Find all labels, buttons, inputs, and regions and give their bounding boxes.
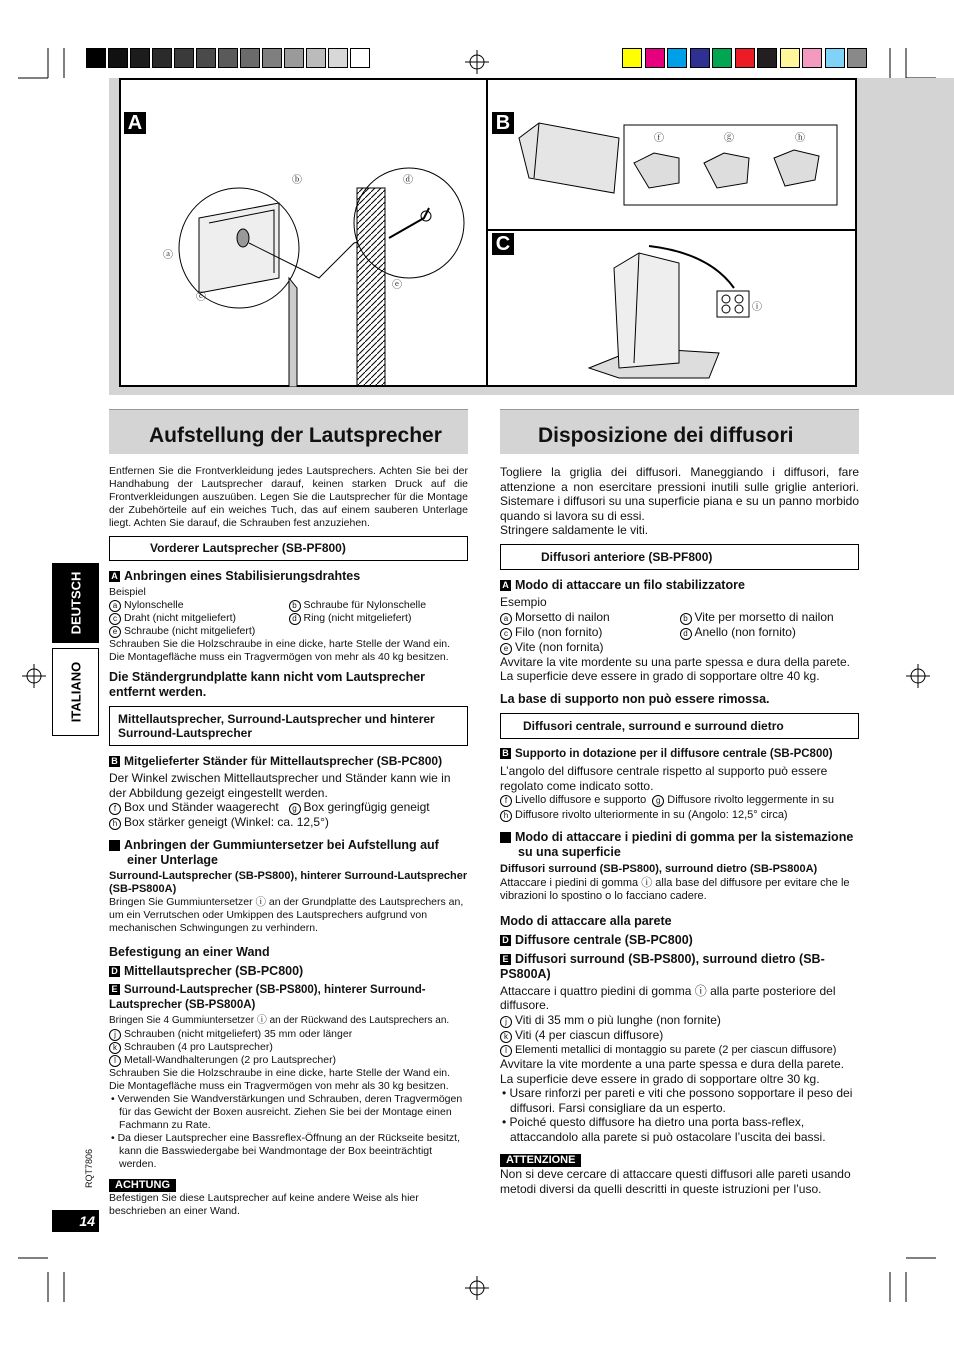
de-c-sub: Surround-Lautsprecher (SB-PS800), hinterer Surround-Lautsprecher (SB-PS800A) — [109, 870, 468, 895]
it-bullet-2: • Poiché questo diffusore ha dietro una porta bass-reflex, attaccandolo alla parete si può ostacolare l’uscita dei bassi. — [502, 1115, 826, 1144]
color-swatch — [712, 48, 732, 68]
de-beispiel: Beispiel — [109, 586, 146, 598]
de-page-title: Aufstellung der Lautsprecher — [149, 424, 442, 447]
de-option-g: g Box geringfügig geneigt — [289, 800, 469, 815]
de-b-text: Der Winkel zwischen Mittellautsprecher und Ständer kann wie in der Abbildung gezeigt eingestellt werden. — [109, 771, 451, 800]
de-title-bar — [109, 409, 468, 454]
it-bullet-1: • Usare rinforzi per pareti e viti che possono sopportare il peso dei diffusori. Farsi consigliare da un esperto. — [502, 1086, 853, 1115]
figure-illustration — [119, 78, 857, 387]
color-swatch — [780, 48, 800, 68]
callout-b-fig: ⓑ — [292, 175, 302, 186]
it-intro: Togliere la griglia dei diffusori. Maneggiando i diffusori, fare attenzione a non esercitare pressioni inutili sulle griglie anteriori. Sistemare i diffusori su una superficie piana e su un panno morbido quando si lavora su di essi. — [500, 465, 859, 523]
gray-swatch — [284, 48, 304, 68]
panel-label-c: C — [492, 233, 514, 255]
de-heading-e: E Surround-Lautsprecher (SB-PS800), hinterer Surround-Lautsprecher (SB-PS800A) — [109, 984, 426, 1011]
gray-swatch — [350, 48, 370, 68]
de-heading-d: D Mittellautsprecher (SB-PC800) — [109, 964, 468, 979]
color-swatch — [735, 48, 755, 68]
de-e-k: k Schrauben (4 pro Lautsprecher) — [109, 1041, 468, 1054]
it-b-options — [500, 793, 859, 808]
it-intro2: Stringere saldamente le viti. — [500, 523, 649, 537]
de-e-j: j Schrauben (nicht mitgeliefert) 35 mm oder länger — [109, 1028, 468, 1041]
color-swatch — [757, 48, 777, 68]
it-part-e: e Vite (non fornita) — [500, 640, 680, 655]
it-e-j: j Viti di 35 mm o più lunghe (non fornite) — [500, 1013, 859, 1028]
it-box-front: Diffusori anteriore (SB-PF800) — [500, 544, 859, 571]
it-e-k: k Viti (4 per ciascun diffusore) — [500, 1028, 859, 1043]
it-c-sub: Diffusori surround (SB-PS800), surround dietro (SB-PS800A) — [500, 863, 818, 875]
callout-f-fig: ⓕ — [654, 133, 664, 144]
de-parts-list — [109, 599, 468, 638]
it-e-text2: Avvitare la vite mordente a una parte spessa e dura della parete. — [500, 1057, 844, 1071]
callout-d-fig: ⓓ — [403, 175, 413, 186]
de-c-text: Bringen Sie Gummiuntersetzer ⓘ an der Grundplatte des Lautsprechers an, um ein Verrutschen oder Umkippen des Lautsprechers aufgrund von mechanischen Schwingungen zu verhindern. — [109, 896, 464, 934]
gray-swatch — [218, 48, 238, 68]
panel-label-b: B — [492, 112, 514, 134]
it-part-a: a Morsetto di nailon — [500, 610, 680, 625]
callout-h-fig: ⓗ — [795, 133, 805, 144]
callout-a-fig: ⓐ — [163, 250, 173, 261]
it-wall-heading: Modo di attaccare alla parete — [500, 913, 672, 928]
german-column — [102, 465, 468, 1218]
it-box-center: Diffusori centrale, surround e surround dietro — [500, 713, 859, 740]
it-esempio: Esempio — [500, 595, 547, 609]
it-heading-e: E Diffusori surround (SB-PS800), surround dietro (SB-PS800A) — [500, 951, 825, 981]
gray-swatch — [328, 48, 348, 68]
color-swatch — [622, 48, 642, 68]
color-swatch — [667, 48, 687, 68]
it-warning-text: Non si deve cercare di attaccare questi diffusori alle pareti usando metodi diversi da quelli descritti in queste istruzioni per l’uso. — [500, 1167, 851, 1196]
callout-i-fig: ⓘ — [752, 302, 762, 313]
de-warning-text: Befestigen Sie diese Lautsprecher auf keine andere Weise als hier beschrieben an einer Wand. — [109, 1191, 419, 1217]
registration-mark-top — [465, 50, 489, 74]
de-heading-b: B Mitgelieferter Ständer für Mittellautsprecher (SB-PC800) — [109, 754, 468, 769]
gray-swatch — [196, 48, 216, 68]
de-wall-heading: Befestigung an einer Wand — [109, 945, 270, 959]
registration-mark-right — [906, 664, 930, 688]
it-heading-a: A Modo di attaccare un filo stabilizzatore — [500, 578, 859, 593]
de-b-options — [109, 800, 468, 815]
de-part-c: c Draht (nicht mitgeliefert) — [109, 612, 289, 625]
de-part-e: e Schraube (nicht mitgeliefert) — [109, 625, 289, 638]
color-swatch — [690, 48, 710, 68]
de-option-h: h Box stärker geneigt (Winkel: ca. 12,5°) — [109, 815, 468, 830]
de-part-a: a Nylonschelle — [109, 599, 289, 612]
color-swatch — [802, 48, 822, 68]
gray-swatch — [86, 48, 106, 68]
tab-italiano: ITALIANO — [52, 648, 99, 736]
it-part-c: c Filo (non fornito) — [500, 625, 680, 640]
de-a-text: Schrauben Sie die Holzschraube in eine dicke, harte Stelle der Wand ein. Die Montagefläche muss ein Tragvermögen von mehr als 40 kg besitzen. — [109, 638, 451, 663]
callout-g-fig: ⓖ — [724, 133, 734, 144]
it-b-text: L’angolo del diffusore centrale rispetto al supporto può essere regolato come indicato sotto. — [500, 764, 828, 793]
it-option-g: g Diffusore rivolto leggermente in su — [652, 793, 834, 808]
color-swatch — [847, 48, 867, 68]
gray-swatch — [240, 48, 260, 68]
it-e-l: l Elementi metallici di montaggio su parete (2 per ciascun diffusore) — [500, 1043, 859, 1058]
it-part-d: d Anello (non fornito) — [680, 625, 860, 640]
de-part-b: b Schraube für Nylonschelle — [289, 599, 469, 612]
it-base-heading: La base di supporto non può essere rimossa. — [500, 691, 770, 706]
it-c-text: Attaccare i piedini di gomma ⓘ alla base del diffusore per evitare che le vibrazioni lo spostino o lo facciano cadere. — [500, 876, 850, 902]
it-heading-b: B Supporto in dotazione per il diffusore centrale (SB-PC800) — [500, 747, 859, 762]
gray-swatch — [174, 48, 194, 68]
it-option-h: h Diffusore rivolto ulteriormente in su (Angolo: 12,5° circa) — [500, 808, 859, 823]
de-box-front: Vorderer Lautsprecher (SB-PF800) — [109, 536, 468, 561]
italian-column — [493, 465, 859, 1196]
de-option-f: f Box und Ständer waagerecht — [109, 800, 289, 815]
gray-swatch — [262, 48, 282, 68]
it-a-text: Avvitare la vite mordente su una parte spessa e dura della parete. — [500, 654, 850, 669]
it-e-text3: La superficie deve essere in grado di sopportare oltre 30 kg. — [500, 1071, 820, 1086]
it-part-b: b Vite per morsetto di nailon — [680, 610, 860, 625]
de-intro: Entfernen Sie die Frontverkleidung jedes Lautsprechers. Achten Sie bei der Handhabung der Lautsprecher darauf, keinen starken Druck auf die Frontverkleidungen auszuüben. Legen Sie die Lautsprecher für die Montage der Zubehörteile auf ein weiches Tuch, das auf einem sauberen Unterlage liegt. Achten Sie darauf, die Schrauben fest anzuziehen. — [109, 465, 468, 529]
de-heading-a: A Anbringen eines Stabilisierungsdrahtes — [109, 569, 468, 584]
it-heading-d: D Diffusore centrale (SB-PC800) — [500, 933, 859, 948]
de-bullet-2: • Da dieser Lautsprecher eine Bassreflex-Öffnung an der Rückseite besitzt, kann die Basswiedergabe bei Wandmontage der Box beeinträchtigt werden. — [111, 1131, 460, 1170]
it-page-title: Disposizione dei diffusori — [538, 424, 794, 447]
it-heading-c: C Modo di attaccare i piedini di gomma per la sistemazione su una superficie — [493, 830, 854, 859]
page-number: 14 — [52, 1210, 99, 1232]
de-bullet-1: • Verwenden Sie Wandverstärkungen und Schrauben, deren Tragvermögen für das Gewicht der Boxen ausreicht. Ziehen Sie bei der Montage einen Fachmann zu Rate. — [111, 1092, 463, 1131]
registration-mark-bottom — [465, 1276, 489, 1300]
it-warning-label: ATTENZIONE — [500, 1154, 581, 1167]
de-heading-c: C Anbringen der Gummiuntersetzer bei Aufstellung auf einer Unterlage — [102, 838, 439, 867]
gray-swatch — [152, 48, 172, 68]
color-swatch — [645, 48, 665, 68]
color-swatch — [825, 48, 845, 68]
de-e-text: Bringen Sie 4 Gummiuntersetzer ⓘ an der Rückwand des Lautsprechers an. — [109, 1015, 450, 1026]
de-part-d: d Ring (nicht mitgeliefert) — [289, 612, 469, 625]
de-box-center: Mittellautsprecher, Surround-Lautsprecher und hinterer Surround-Lautsprecher — [109, 706, 468, 746]
de-e-l: l Metall-Wandhalterungen (2 pro Lautsprecher) — [109, 1054, 468, 1067]
de-e-text2: Schrauben Sie die Holzschraube in eine dicke, harte Stelle der Wand ein. Die Montagefläche muss ein Tragvermögen von mehr als 30 kg besitzen. — [109, 1066, 451, 1092]
de-warning-label: ACHTUNG — [109, 1179, 176, 1192]
callout-c-fig: ⓒ — [196, 292, 206, 303]
it-title-bar — [500, 409, 859, 454]
gray-swatch — [130, 48, 150, 68]
it-parts-list — [500, 610, 859, 655]
registration-mark-left — [22, 664, 46, 688]
de-base-heading: Die Ständergrundplatte kann nicht vom Lautsprecher entfernt werden. — [109, 670, 426, 699]
it-option-f: f Livello diffusore e supporto — [500, 793, 646, 808]
it-e-text: Attaccare i quattro piedini di gomma ⓘ alla parte posteriore del diffusore. — [500, 983, 836, 1012]
tab-deutsch: DEUTSCH — [52, 563, 99, 643]
gray-swatch — [108, 48, 128, 68]
doc-code: RQT7806 — [84, 1148, 94, 1188]
callout-e-fig: ⓔ — [392, 280, 402, 291]
gray-swatch — [306, 48, 326, 68]
panel-label-a: A — [124, 112, 146, 134]
it-a-text2: La superficie deve essere in grado di sopportare oltre 40 kg. — [500, 669, 820, 683]
